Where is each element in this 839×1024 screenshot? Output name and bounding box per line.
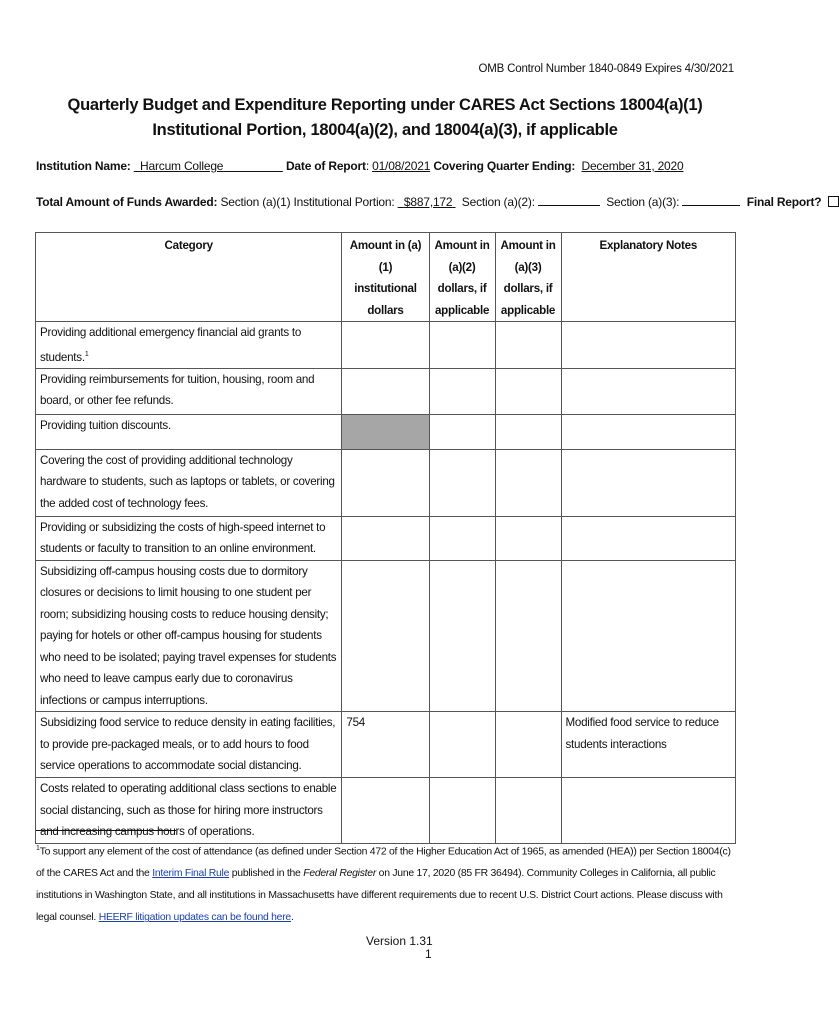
amount-a3-cell[interactable] xyxy=(495,778,561,844)
institution-line: Institution Name: Harcum College Date of Report: 01/08/2021 Covering Quarter Ending: December 31, 2020 xyxy=(36,159,684,173)
federal-register-text: Federal Register xyxy=(303,868,377,880)
amount-a2-cell[interactable] xyxy=(429,516,495,560)
header-category: Category xyxy=(36,233,342,322)
notes-cell[interactable] xyxy=(561,449,736,516)
amount-a1-cell[interactable] xyxy=(342,322,429,369)
covering-quarter-label: Covering Quarter Ending: xyxy=(433,159,576,173)
omb-control-number: OMB Control Number 1840-0849 Expires 4/30/2021 xyxy=(478,63,734,75)
funds-awarded-line xyxy=(36,193,839,209)
interim-final-rule-link[interactable]: Interim Final Rule xyxy=(152,868,230,880)
category-cell: Providing reimbursements for tuition, housing, room and board, or other fee refunds. xyxy=(36,368,342,414)
amount-a2-cell[interactable] xyxy=(429,712,495,778)
table-row xyxy=(36,368,736,414)
category-cell: Costs related to operating additional class sections to enable social distancing, such as those for hiring more instructors and increasing campus hours of operations. xyxy=(36,778,342,844)
table-row xyxy=(36,778,736,844)
header-amount-a3: Amount in (a)(3) dollars, if applicable xyxy=(495,233,561,322)
notes-cell[interactable] xyxy=(561,778,736,844)
notes-cell[interactable] xyxy=(561,414,736,449)
amount-a2-cell[interactable] xyxy=(429,560,495,712)
page-title: Quarterly Budget and Expenditure Reporting under CARES Act Sections 18004(a)(1) Institutional Portion, 18004(a)(2), and 18004(a)(3), if applicable xyxy=(67,96,703,139)
amount-a3-cell[interactable] xyxy=(495,414,561,449)
amount-a3-cell[interactable] xyxy=(495,516,561,560)
category-cell: Subsidizing off-campus housing costs due to dormitory closures or decisions to limit housing to one student per room; subsidizing housing costs to reduce housing density; paying for hotels or other off-campus housing for students who need to be isolated; paying travel expenses for students who need to leave campus early due to coronavirus infections or campus interruptions. xyxy=(36,560,342,712)
budget-table xyxy=(35,232,736,844)
date-of-report-label: Date of Report xyxy=(285,159,366,173)
amount-a1-cell[interactable] xyxy=(342,449,429,516)
amount-a3-cell[interactable] xyxy=(495,560,561,712)
footnote: $^1$To support any element of the cost of attendance (as defined under Section 472 of the Higher Education Act of 1965, as amended (HEA)) per Section 18004(c) of the CARES Act and the Interim Final Rule published in the Federal Register on June 17, 2020 (85 FR 36494). Community Colleges in California, all public institutions in Washington State, and all institutions in Massachusetts have different requirements due to recent U.S. District Court actions. Please discuss with legal counsel. HEERF litigation updates can be found here. xyxy=(36,845,731,924)
final-report-label: Final Report? xyxy=(746,195,822,209)
table-header-row xyxy=(36,233,736,322)
footnote-ref: 1 xyxy=(84,350,89,358)
header-explanatory-notes: Explanatory Notes xyxy=(561,233,736,322)
amount-a3-cell[interactable] xyxy=(495,322,561,369)
amount-a3-cell[interactable] xyxy=(495,712,561,778)
section-a3-blank xyxy=(682,193,740,206)
amount-a1-cell[interactable] xyxy=(342,560,429,712)
notes-cell[interactable] xyxy=(561,560,736,712)
section-a1-value: $887,172 xyxy=(403,195,453,209)
category-cell: Providing tuition discounts. xyxy=(36,414,342,449)
final-report-checkbox[interactable] xyxy=(828,196,839,207)
funds-awarded-label: Total Amount of Funds Awarded: xyxy=(36,195,218,209)
amount-a1-shaded-cell xyxy=(342,414,429,449)
covering-quarter-value: December 31, 2020 xyxy=(581,159,684,173)
amount-a2-cell[interactable] xyxy=(429,449,495,516)
amount-a1-cell[interactable] xyxy=(342,778,429,844)
table-row xyxy=(36,516,736,560)
header-amount-a1: Amount in (a)(1) institutional dollars xyxy=(342,233,429,322)
section-a2-label: Section (a)(2): xyxy=(461,195,535,209)
amount-a2-cell[interactable] xyxy=(429,368,495,414)
date-of-report-value: 01/08/2021 xyxy=(372,159,431,173)
category-cell: Providing additional emergency financial aid grants to students.$^1$ xyxy=(36,322,342,369)
table-row xyxy=(36,414,736,449)
notes-cell[interactable] xyxy=(561,368,736,414)
amount-a2-cell[interactable] xyxy=(429,778,495,844)
heerf-litigation-link[interactable]: HEERF litigation updates can be found here xyxy=(98,912,291,924)
section-a1-label: Section (a)(1) Institutional Portion: xyxy=(220,195,395,209)
page-number: 1 xyxy=(425,947,432,961)
section-a3-label: Section (a)(3): xyxy=(606,195,680,209)
amount-a1-cell[interactable] xyxy=(342,516,429,560)
category-cell: Subsidizing food service to reduce density in eating facilities, to provide pre-packaged meals, or to add hours to food service operations to accommodate social distancing. xyxy=(36,712,342,778)
amount-a2-cell[interactable] xyxy=(429,414,495,449)
category-cell: Covering the cost of providing additional technology hardware to students, such as laptops or tablets, or covering the added cost of technology fees. xyxy=(36,449,342,516)
section-a2-blank xyxy=(538,193,600,206)
amount-a2-cell[interactable] xyxy=(429,322,495,369)
version-label: Version 1.31 xyxy=(366,934,433,948)
table-row xyxy=(36,712,736,778)
amount-a3-cell[interactable] xyxy=(495,368,561,414)
footnote-divider xyxy=(36,830,176,831)
notes-cell[interactable] xyxy=(561,322,736,369)
table-row xyxy=(36,560,736,712)
notes-cell[interactable]: Modified food service to reduce students interactions xyxy=(561,712,736,778)
header-amount-a2: Amount in (a)(2) dollars, if applicable xyxy=(429,233,495,322)
notes-cell[interactable] xyxy=(561,516,736,560)
table-row xyxy=(36,322,736,369)
institution-name: Harcum College xyxy=(140,159,224,173)
table-row xyxy=(36,449,736,516)
institution-label: Institution Name: xyxy=(36,159,131,173)
footnote-marker: 1 xyxy=(36,845,40,852)
category-cell: Providing or subsidizing the costs of high-speed internet to students or faculty to transition to an online environment. xyxy=(36,516,342,560)
amount-a3-cell[interactable] xyxy=(495,449,561,516)
amount-a1-cell[interactable] xyxy=(342,368,429,414)
amount-a1-cell[interactable]: 754 xyxy=(342,712,429,778)
